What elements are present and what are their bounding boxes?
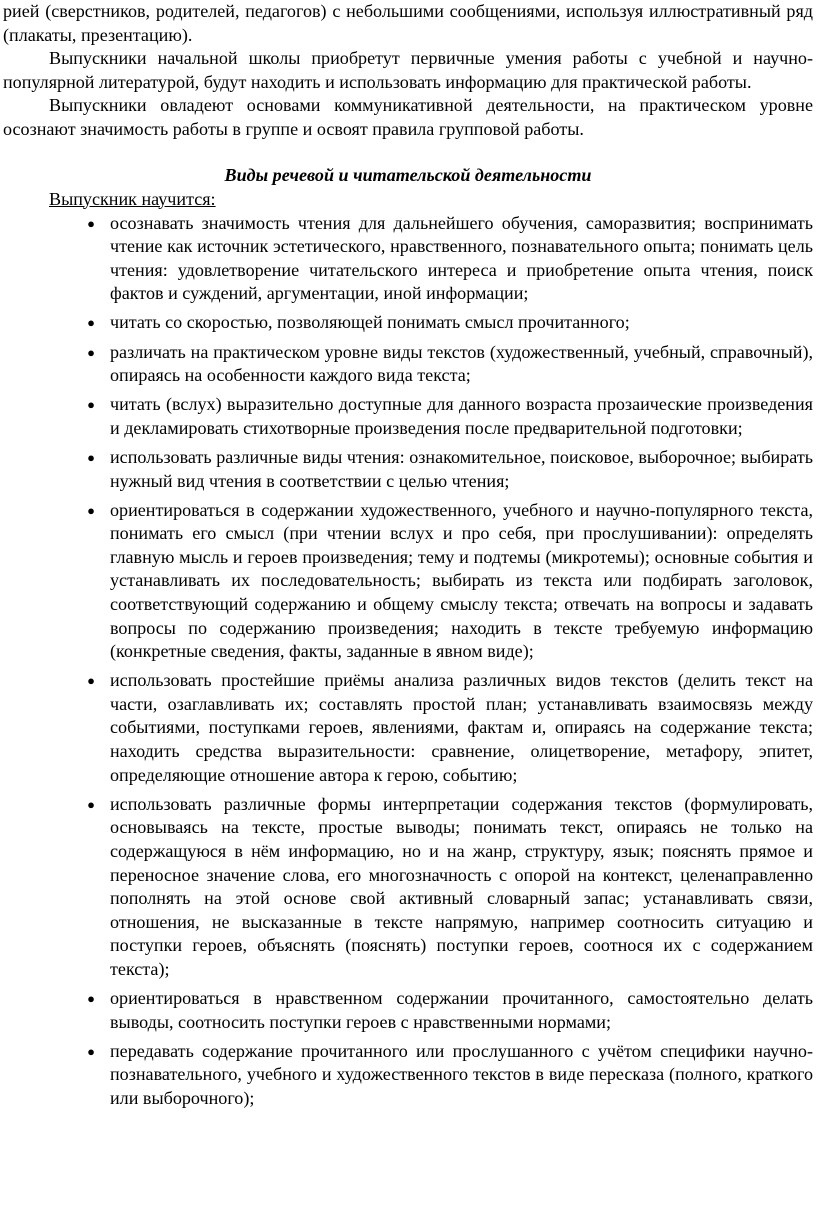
list-item [3, 341, 813, 388]
list-item-text: различать на практическом уровне виды текстов (художественный, учебный, справочный), опираясь на особенности каждого вида текста; [110, 341, 813, 386]
list-item-text: использовать различные формы интерпретации содержания текстов (формулировать, основываясь на тексте, простые выводы; понимать текст, опираясь не только на содержащуюся в нём информацию, но и на жанр, структуру, язык; пояснять прямое и переносное значение слова, его многозначность с опорой на контекст, целенаправленно пополнять на этой основе свой активный словарный запас; устанавливать связи, отношения, не высказанные в тексте напрямую, например соотносить ситуацию и поступки героев, объяснять (пояснять) поступки героев, соотнося их с содержанием текста); [110, 793, 813, 979]
section-title: Виды речевой и читательской деятельности [224, 164, 592, 185]
list-item-text: использовать простейшие приёмы анализа различных видов текстов (делить текст на части, озаглавливать их; составлять простой план; устанавливать взаимосвязь между событиями, поступками героев, явлениями, фактам и, опираясь на содержание текста; находить средства выразительности: сравнение, олицетворение, метафору, эпитет, определяющие отношение автора к герою, событию; [110, 670, 813, 785]
list-item [3, 793, 813, 982]
list-item-text: ориентироваться в содержании художественного, учебного и научно-популярного текста, понимать его смысл (при чтении вслух и про себя, при прослушивании): определять главную мысль и героев произведения; тему и подтемы (микротемы); основные события и устанавливать их последовательность; выбирать из текста или подбирать заголовок, соответствующий содержанию и общему смыслу текста; отвечать на вопросы и задавать вопросы по содержанию произведения; находить в тексте требуемую информацию (конкретные сведения, факты, заданные в явном виде); [110, 499, 813, 662]
bullet-dot-icon: ● [87, 796, 95, 812]
list-item [3, 1040, 813, 1111]
bullet-dot-icon: ● [87, 1043, 95, 1059]
bullet-dot-icon: ● [87, 215, 95, 231]
bullet-dot-icon: ● [87, 315, 95, 331]
list-item [3, 212, 813, 306]
intro-paragraph-1: рией (сверстников, родителей, педагогов) с небольшими сообщениями, используя иллюстративный ряд (плакаты, презентацию). [3, 1, 813, 45]
bullet-dot-icon: ● [87, 397, 95, 413]
bullet-dot-icon: ● [87, 990, 95, 1006]
list-item-text: передавать содержание прочитанного или прослушанного с учётом специфики научно-познавательного, учебного и художественного текстов в виде пересказа (полного, краткого или выборочного); [110, 1040, 813, 1108]
list-item-text: использовать различные виды чтения: ознакомительное, поисковое, выборочное; выбирать нужный вид чтения в соответствии с целью чтения; [110, 446, 813, 491]
list-item [3, 446, 813, 493]
bullet-dot-icon: ● [87, 344, 95, 360]
list-item-text: читать со скоростью, позволяющей понимать смысл прочитанного; [110, 312, 630, 333]
section-subheading: Выпускник научится: [49, 188, 216, 209]
intro-paragraph-3: Выпускники овладеют основами коммуникативной деятельности, на практическом уровне осознают значимость работы в группе и освоят правила групповой работы. [3, 95, 813, 139]
intro-paragraph-2: Выпускники начальной школы приобретут первичные умения работы с учебной и научно-популярной литературой, будут находить и использовать информацию для практической работы. [3, 48, 813, 92]
list-item [3, 987, 813, 1034]
bullet-list [3, 212, 813, 1111]
bullet-dot-icon: ● [87, 502, 95, 518]
list-item [3, 311, 813, 335]
list-item [3, 669, 813, 787]
list-item-text: осознавать значимость чтения для дальнейшего обучения, саморазвития; воспринимать чтение как источник эстетического, нравственного, познавательного опыта; понимать цель чтения: удовлетворение читательского интереса и приобретение опыта чтения, поиск фактов и суждений, аргументации, иной информации; [110, 212, 813, 304]
list-item-text: ориентироваться в нравственном содержании прочитанного, самостоятельно делать выводы, соотносить поступки героев с нравственными нормами; [110, 987, 813, 1032]
list-item-text: читать (вслух) выразительно доступные для данного возраста прозаические произведения и декламировать стихотворные произведения после предварительной подготовки; [110, 394, 813, 438]
bullet-dot-icon: ● [87, 673, 95, 689]
list-item [3, 393, 813, 440]
bullet-dot-icon: ● [87, 449, 95, 465]
list-item [3, 499, 813, 664]
